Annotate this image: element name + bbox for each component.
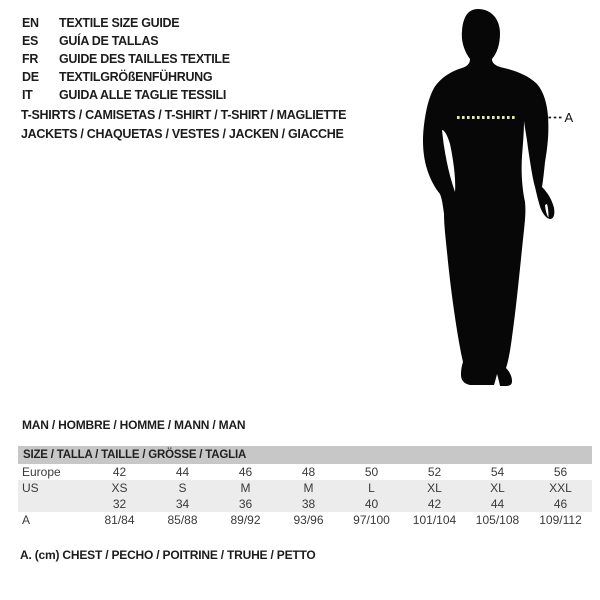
row-label: Europe xyxy=(22,465,61,479)
table-cell: M xyxy=(303,481,314,495)
table-row-us-numeric xyxy=(18,496,592,512)
language-row xyxy=(22,86,230,104)
row-label: A xyxy=(22,513,31,527)
table-cell: 42 xyxy=(427,497,442,511)
language-row xyxy=(22,14,230,32)
table-cell: XL xyxy=(427,481,442,495)
row-label xyxy=(18,496,88,512)
man-silhouette-body xyxy=(423,9,554,386)
language-code: DE xyxy=(22,70,39,84)
language-code: ES xyxy=(22,34,39,48)
table-cell: 97/100 xyxy=(353,513,390,527)
category-line-tshirts: T-SHIRTS / CAMISETAS / T-SHIRT / T-SHIRT / MAGLIETTE xyxy=(21,108,347,122)
language-label: GUIDA ALLE TAGLIE TESSILI xyxy=(59,88,227,102)
table-cell: 44 xyxy=(175,465,190,479)
language-code: EN xyxy=(22,16,39,30)
man-silhouette-svg xyxy=(400,0,600,410)
language-code: IT xyxy=(22,88,33,102)
language-label: TEXTILGRÖßENFÜHRUNG xyxy=(59,70,213,84)
category-line-jackets: JACKETS / CHAQUETAS / VESTES / JACKEN / GIACCHE xyxy=(21,127,344,141)
table-cell: 36 xyxy=(238,497,253,511)
table-cell: 52 xyxy=(427,465,442,479)
table-cell: 89/92 xyxy=(230,513,261,527)
table-cell: XL xyxy=(490,481,505,495)
table-cell: 105/108 xyxy=(475,513,520,527)
table-cell: 48 xyxy=(301,465,316,479)
table-cell: 38 xyxy=(301,497,316,511)
table-cell: 32 xyxy=(112,497,127,511)
table-cell: 109/112 xyxy=(539,513,582,527)
row-label: US xyxy=(22,481,39,495)
table-cell: 44 xyxy=(490,497,505,511)
garment-categories xyxy=(21,106,346,144)
table-cell: 50 xyxy=(364,465,379,479)
table-cell: 34 xyxy=(175,497,190,511)
table-cell: XS xyxy=(111,481,128,495)
table-cell: 93/96 xyxy=(293,513,324,527)
table-cell: M xyxy=(240,481,251,495)
table-cell: 85/88 xyxy=(167,513,198,527)
size-table xyxy=(18,446,592,528)
table-cell: 54 xyxy=(490,465,505,479)
table-cell: 101/104 xyxy=(412,513,457,527)
table-cell: 40 xyxy=(364,497,379,511)
language-row xyxy=(22,50,230,68)
table-row-europe xyxy=(18,464,592,480)
language-title-list xyxy=(22,14,230,104)
table-cell: 46 xyxy=(238,465,253,479)
size-table-header: SIZE / TALLA / TAILLE / GRÖSSE / TAGLIA xyxy=(18,446,592,464)
language-label: GUÍA DE TALLAS xyxy=(59,34,159,48)
table-cell: 46 xyxy=(553,497,568,511)
language-label: GUIDE DES TAILLES TEXTILE xyxy=(59,52,230,66)
table-cell: S xyxy=(178,481,187,495)
table-cell: 56 xyxy=(553,465,568,479)
language-row xyxy=(22,32,230,50)
table-cell: XXL xyxy=(549,481,572,495)
table-cell: L xyxy=(368,481,375,495)
section-title-man: MAN / HOMBRE / HOMME / MANN / MAN xyxy=(22,418,246,432)
chest-footnote: A. (cm) CHEST / PECHO / POITRINE / TRUHE / PETTO xyxy=(20,548,316,562)
man-silhouette-figure xyxy=(400,0,600,410)
language-code: FR xyxy=(22,52,39,66)
measure-point-label: A xyxy=(564,110,574,125)
language-row xyxy=(22,68,230,86)
table-row-us xyxy=(18,480,592,496)
language-label: TEXTILE SIZE GUIDE xyxy=(59,16,180,30)
table-cell: 81/84 xyxy=(104,513,135,527)
table-cell: 42 xyxy=(112,465,127,479)
table-row-chest-cm xyxy=(18,512,592,528)
